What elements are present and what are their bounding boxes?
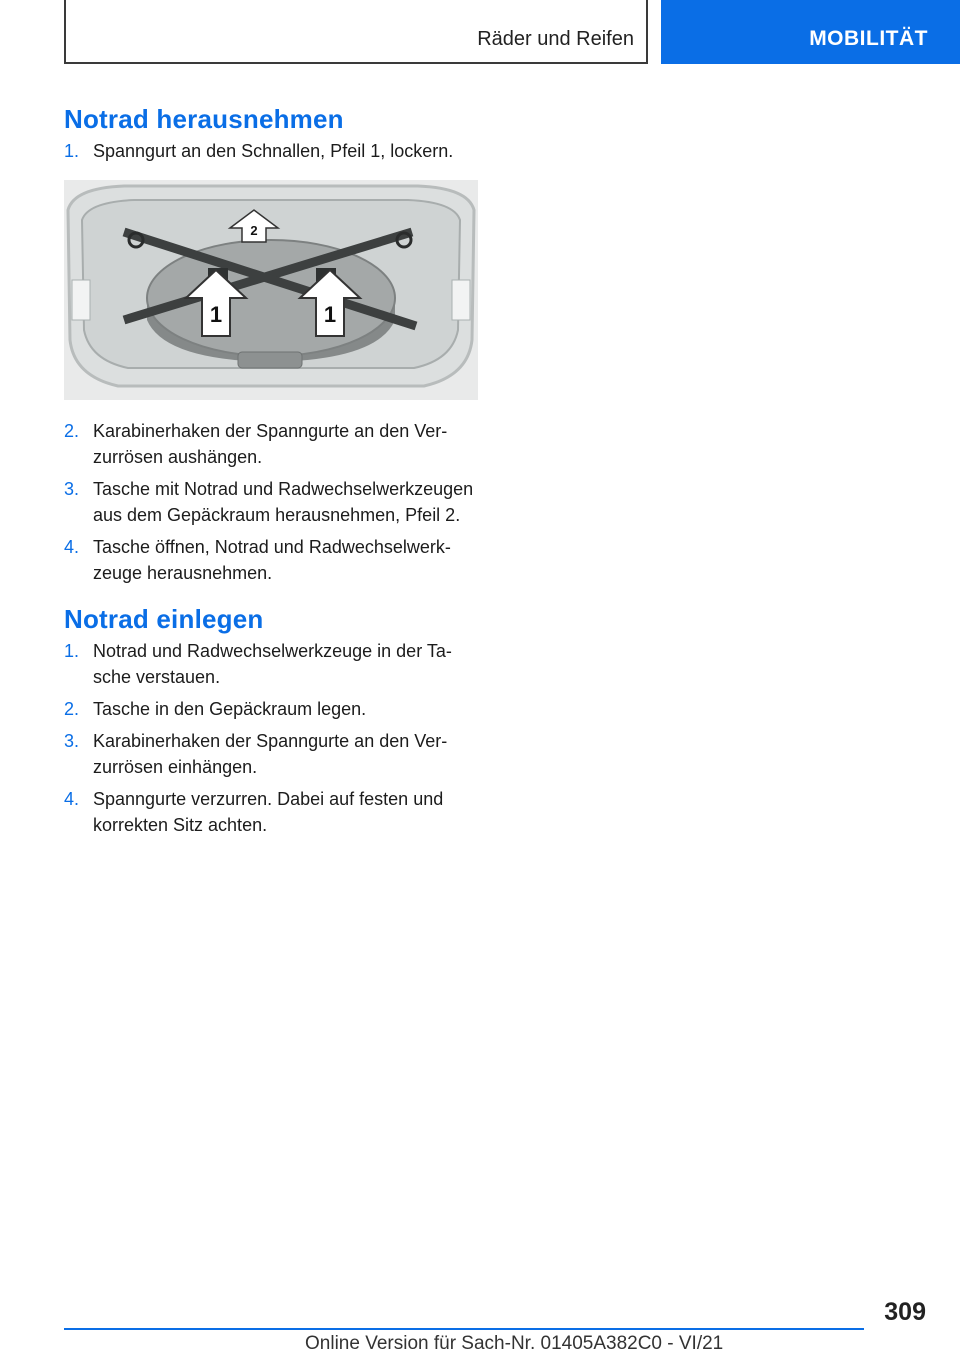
step-text: Karabinerhaken der Spanngurte an den Verzurrösen aushängen. bbox=[93, 421, 448, 467]
chapter-tab-label: MOBILITÄT bbox=[809, 27, 928, 50]
step-text: Tasche in den Gepäckraum legen. bbox=[93, 699, 367, 719]
chapter-tab[interactable] bbox=[661, 0, 960, 64]
step-text: Tasche mit Notrad und Radwechselwerkzeugen aus dem Gepäckraum herausnehmen, Pfeil 2. bbox=[93, 479, 474, 525]
list-item bbox=[64, 138, 478, 164]
step-text: Tasche öffnen, Notrad und Radwechselwerkzeuge herausnehmen. bbox=[93, 537, 451, 583]
insert-steps-list bbox=[64, 638, 478, 838]
trunk-spare-wheel-illustration bbox=[64, 180, 478, 400]
step-number: 1. bbox=[64, 641, 80, 661]
arrow-1-right-label: 1 bbox=[323, 302, 337, 327]
header-section-title: Räder und Reifen bbox=[477, 28, 634, 50]
page-number: 309 bbox=[884, 1298, 926, 1326]
step-number: 2. bbox=[64, 421, 80, 441]
step-text: Karabinerhaken der Spanngurte an den Verzurrösen einhängen. bbox=[93, 731, 448, 777]
step-number: 4. bbox=[64, 789, 80, 809]
step-number: 1. bbox=[64, 141, 80, 161]
step-number: 2. bbox=[64, 699, 80, 719]
step-number: 4. bbox=[64, 537, 80, 557]
section-heading-insert: Notrad einlegen bbox=[64, 604, 264, 634]
header-box bbox=[64, 0, 648, 64]
step-text: Spanngurte verzurren. Dabei auf festen und korrekten Sitz achten. bbox=[93, 789, 444, 835]
step-number: 3. bbox=[64, 479, 80, 499]
arrow-2-label: 2 bbox=[250, 223, 258, 238]
list-item bbox=[64, 476, 478, 528]
remove-steps-list-b bbox=[64, 418, 478, 586]
list-item bbox=[64, 728, 478, 780]
list-item bbox=[64, 696, 478, 722]
content-column bbox=[64, 102, 478, 844]
list-item bbox=[64, 418, 478, 470]
step-text: Notrad und Radwechselwerkzeuge in der Tasche verstauen. bbox=[93, 641, 452, 687]
step-number: 3. bbox=[64, 731, 80, 751]
step-text: Spanngurt an den Schnallen, Pfeil 1, lockern. bbox=[93, 141, 454, 161]
list-item bbox=[64, 534, 478, 586]
section-heading-remove: Notrad herausnehmen bbox=[64, 104, 344, 134]
footer-divider bbox=[64, 1328, 864, 1330]
list-item bbox=[64, 786, 478, 838]
footer-version-text: Online Version für Sach-Nr. 01405A382C0 - VI/21 bbox=[305, 1333, 724, 1354]
list-item bbox=[64, 638, 478, 690]
remove-steps-list-a bbox=[64, 138, 478, 164]
arrow-1-left-label: 1 bbox=[209, 302, 223, 327]
